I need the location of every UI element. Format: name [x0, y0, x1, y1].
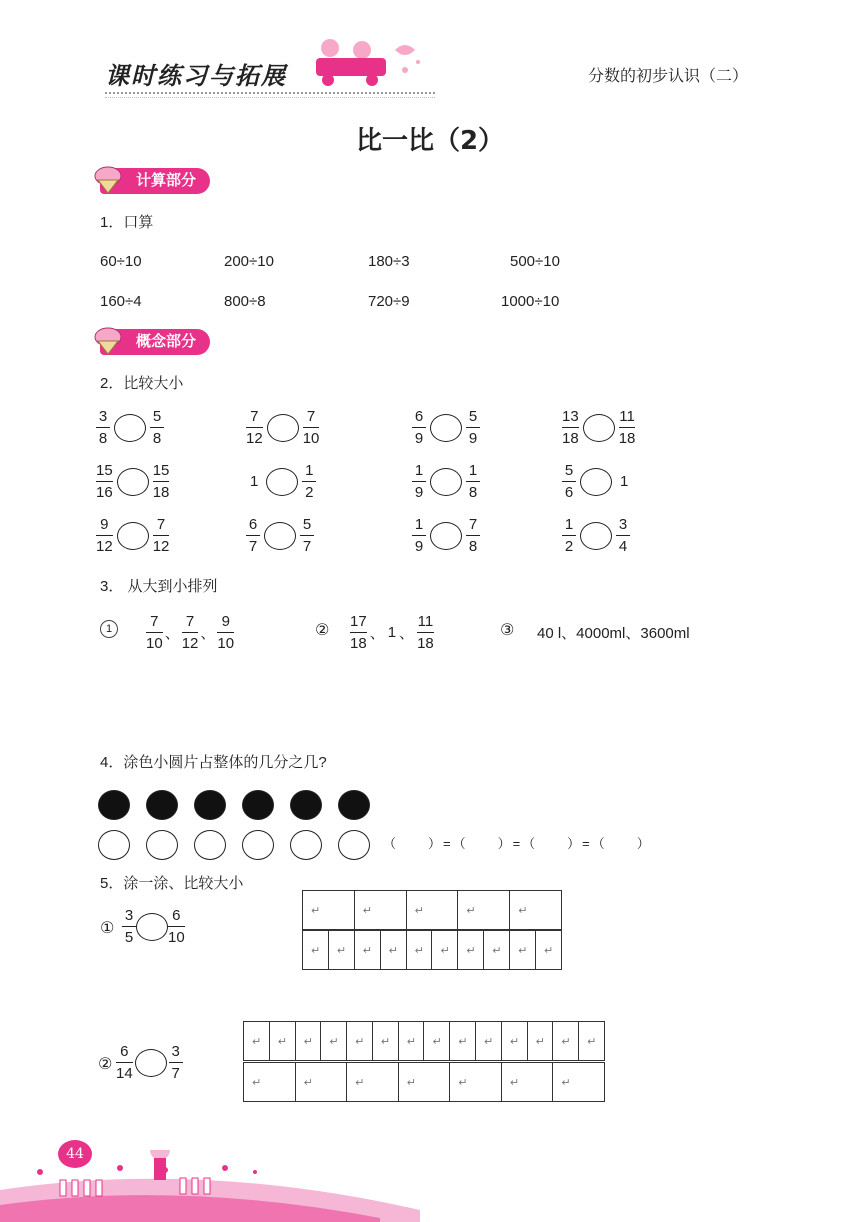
fraction: $\frac{3}{5}$: [122, 906, 136, 947]
whole-number: 1: [387, 624, 397, 641]
header-rule: [105, 92, 435, 94]
compare-circle[interactable]: [135, 1049, 167, 1077]
q3-item1-marker: 1: [100, 620, 118, 638]
empty-circle[interactable]: [338, 830, 370, 860]
q5-item1-compare: [122, 906, 185, 947]
whole-number: 1: [250, 473, 259, 490]
q5-title: 5．涂一涂、比较大小: [100, 875, 244, 892]
filled-circle: [242, 790, 274, 820]
footer-decoration: [0, 1150, 860, 1222]
fraction-bar-tenths: [302, 930, 562, 970]
fraction-cell[interactable]: ↵: [536, 931, 562, 970]
fraction-cell[interactable]: ↵: [406, 931, 432, 970]
fraction-cell[interactable]: ↵: [321, 1022, 347, 1061]
compare-circle[interactable]: [266, 468, 298, 496]
calc-item: 160÷4: [100, 293, 142, 310]
fraction: $\frac{13}{18}$: [562, 408, 579, 447]
filled-circle: [290, 790, 322, 820]
fraction: $\frac{1}{2}$: [302, 461, 316, 502]
fraction-cell[interactable]: ↵: [484, 931, 510, 970]
empty-circle[interactable]: [242, 830, 274, 860]
compare-circle[interactable]: [430, 414, 462, 442]
q2-title: 2．比较大小: [100, 375, 184, 392]
fraction-cell[interactable]: ↵: [553, 1022, 579, 1061]
separator: 、: [200, 625, 216, 642]
fraction-bar-fourteenths: [243, 1021, 605, 1061]
fraction-cell[interactable]: ↵: [295, 1022, 321, 1061]
fraction-cell[interactable]: ↵: [303, 931, 329, 970]
ice-cream-icon: [94, 325, 128, 355]
q3-item3-text: 40 l、4000ml、3600ml: [537, 625, 690, 642]
fraction-cell[interactable]: ↵: [295, 1063, 347, 1102]
calc-item: 60÷10: [100, 253, 142, 270]
fraction-cell[interactable]: ↵: [347, 1063, 399, 1102]
compare-circle[interactable]: [117, 468, 149, 496]
fraction: $\frac{7}{8}$: [466, 515, 480, 556]
compare-item: [246, 515, 314, 556]
fraction-cell[interactable]: ↵: [347, 1022, 373, 1061]
fraction: $\frac{5}{6}$: [562, 461, 576, 502]
compare-circle[interactable]: [580, 522, 612, 550]
fraction: $\frac{5}{7}$: [300, 515, 314, 556]
separator: 、: [369, 625, 385, 642]
header-rule-2: [105, 97, 435, 98]
fraction-cell[interactable]: ↵: [424, 1022, 450, 1061]
compare-circle[interactable]: [136, 913, 168, 941]
fraction: $\frac{7}{12}$: [152, 516, 170, 555]
compare-item: [412, 407, 480, 448]
compare-item: [412, 515, 480, 556]
fraction: $\frac{6}{10}$: [168, 907, 185, 946]
fraction: $\frac{3}{8}$: [96, 407, 110, 448]
fraction-bar-fifths: [302, 890, 562, 930]
q3-item2-fractions: [350, 612, 434, 653]
filled-circles-row: [98, 790, 370, 820]
fraction: $\frac{11}{18}$: [417, 613, 434, 652]
fraction-cell[interactable]: ↵: [244, 1063, 296, 1102]
empty-circle[interactable]: [194, 830, 226, 860]
fraction-cell[interactable]: ↵: [527, 1022, 553, 1061]
fraction: $\frac{7}{10}$: [146, 613, 163, 652]
empty-circle[interactable]: [290, 830, 322, 860]
compare-item: [96, 407, 164, 448]
fraction: $\frac{9}{12}$: [96, 516, 113, 555]
fraction: $\frac{15}{16}$: [96, 462, 113, 501]
fraction-equation: （ ）=（ ）=（ ）=（ ）: [383, 836, 652, 851]
compare-circle[interactable]: [583, 414, 615, 442]
fraction-cell[interactable]: ↵: [380, 931, 406, 970]
fraction: $\frac{1}{9}$: [412, 461, 426, 502]
fraction-cell[interactable]: ↵: [328, 931, 354, 970]
compare-item: [96, 515, 169, 556]
page-title: 比一比（2）: [355, 126, 505, 156]
fraction-cell[interactable]: ↵: [354, 891, 406, 930]
fraction: $\frac{17}{18}$: [350, 613, 367, 652]
calc-item: 200÷10: [224, 253, 274, 270]
calc-item: 720÷9: [368, 293, 410, 310]
q5-item2-compare: [116, 1042, 183, 1083]
fraction-cell[interactable]: ↵: [406, 891, 458, 930]
section-badge-concept: [100, 329, 210, 355]
page-number: 44: [58, 1140, 92, 1168]
compare-item: [562, 515, 630, 556]
compare-circle[interactable]: [114, 414, 146, 442]
fraction: $\frac{6}{14}$: [116, 1043, 133, 1082]
empty-circles-row: [98, 830, 370, 860]
compare-item: [96, 461, 169, 502]
compare-item: [246, 461, 316, 502]
section-concept-label: 概念部分: [136, 333, 197, 350]
separator: 、: [164, 625, 180, 642]
fraction: $\frac{1}{8}$: [466, 461, 480, 502]
fraction-cell[interactable]: ↵: [354, 931, 380, 970]
compare-circle[interactable]: [580, 468, 612, 496]
book-title: 课时练习与拓展: [105, 61, 287, 90]
fraction-cell[interactable]: ↵: [501, 1063, 553, 1102]
chapter-title: 分数的初步认识（二）: [588, 68, 749, 85]
filled-circle: [194, 790, 226, 820]
fraction: $\frac{7}{10}$: [302, 408, 320, 447]
fraction: $\frac{7}{12}$: [246, 408, 263, 447]
fraction: $\frac{5}{9}$: [466, 407, 480, 448]
fraction: $\frac{6}{7}$: [246, 515, 260, 556]
fraction: $\frac{1}{2}$: [562, 515, 576, 556]
fraction: $\frac{5}{8}$: [150, 407, 164, 448]
fraction-cell[interactable]: ↵: [303, 891, 355, 930]
q3-item1-fractions: [146, 612, 234, 653]
q1-title: 1．口算: [100, 214, 154, 231]
compare-circle[interactable]: [430, 468, 462, 496]
compare-item: [246, 407, 319, 448]
q3-item2-marker: ②: [315, 622, 330, 639]
compare-item: [412, 461, 480, 502]
filled-circle: [338, 790, 370, 820]
fraction: $\frac{6}{9}$: [412, 407, 426, 448]
fraction: $\frac{15}{18}$: [152, 462, 170, 501]
fraction-cell[interactable]: ↵: [450, 1063, 502, 1102]
q5-item1-marker: ①: [100, 920, 115, 937]
compare-circle[interactable]: [117, 522, 149, 550]
fraction-cell[interactable]: ↵: [244, 1022, 270, 1061]
fraction-cell[interactable]: ↵: [372, 1022, 398, 1061]
separator: 、: [399, 625, 415, 642]
calc-item: 800÷8: [224, 293, 266, 310]
q5-item2-marker: ②: [98, 1056, 113, 1073]
fraction: $\frac{11}{18}$: [618, 408, 636, 447]
fraction-cell[interactable]: ↵: [458, 931, 484, 970]
compare-circle[interactable]: [430, 522, 462, 550]
fraction-cell[interactable]: ↵: [458, 891, 510, 930]
fraction-cell[interactable]: ↵: [510, 931, 536, 970]
fraction: $\frac{7}{12}$: [181, 613, 199, 652]
compare-item: [562, 461, 632, 502]
compare-circle[interactable]: [264, 522, 296, 550]
whole-number: 1: [620, 473, 629, 490]
fraction: $\frac{9}{10}$: [217, 613, 235, 652]
calc-item: 1000÷10: [501, 293, 560, 310]
fraction: $\frac{1}{9}$: [412, 515, 426, 556]
fraction-cell[interactable]: ↵: [579, 1022, 605, 1061]
fraction-cell[interactable]: ↵: [553, 1063, 605, 1102]
empty-circle[interactable]: [146, 830, 178, 860]
calc-item: 180÷3: [368, 253, 410, 270]
fraction-cell[interactable]: ↵: [398, 1022, 424, 1061]
filled-circle: [98, 790, 130, 820]
section-calc-label: 计算部分: [136, 172, 197, 189]
fraction-cell[interactable]: ↵: [269, 1022, 295, 1061]
calc-item: 500÷10: [510, 253, 560, 270]
kids-cart-illustration: [300, 30, 440, 92]
fraction: $\frac{3}{7}$: [169, 1042, 183, 1083]
fraction-cell[interactable]: ↵: [398, 1063, 450, 1102]
empty-circle[interactable]: [98, 830, 130, 860]
q3-title: 3． 从大到小排列: [100, 578, 218, 595]
q4-title: 4．涂色小圆片占整体的几分之几?: [100, 754, 327, 771]
q3-item3-marker: ③: [500, 622, 515, 639]
fraction: $\frac{3}{4}$: [616, 515, 630, 556]
fraction-cell[interactable]: ↵: [450, 1022, 476, 1061]
compare-item: [562, 407, 635, 448]
fraction-cell[interactable]: ↵: [510, 891, 562, 930]
compare-circle[interactable]: [267, 414, 299, 442]
fraction-cell[interactable]: ↵: [432, 931, 458, 970]
ice-cream-icon: [94, 164, 128, 194]
fraction-cell[interactable]: ↵: [501, 1022, 527, 1061]
section-badge-calc: [100, 168, 210, 194]
fraction-bar-sevenths: [243, 1062, 605, 1102]
filled-circle: [146, 790, 178, 820]
fraction-cell[interactable]: ↵: [476, 1022, 502, 1061]
